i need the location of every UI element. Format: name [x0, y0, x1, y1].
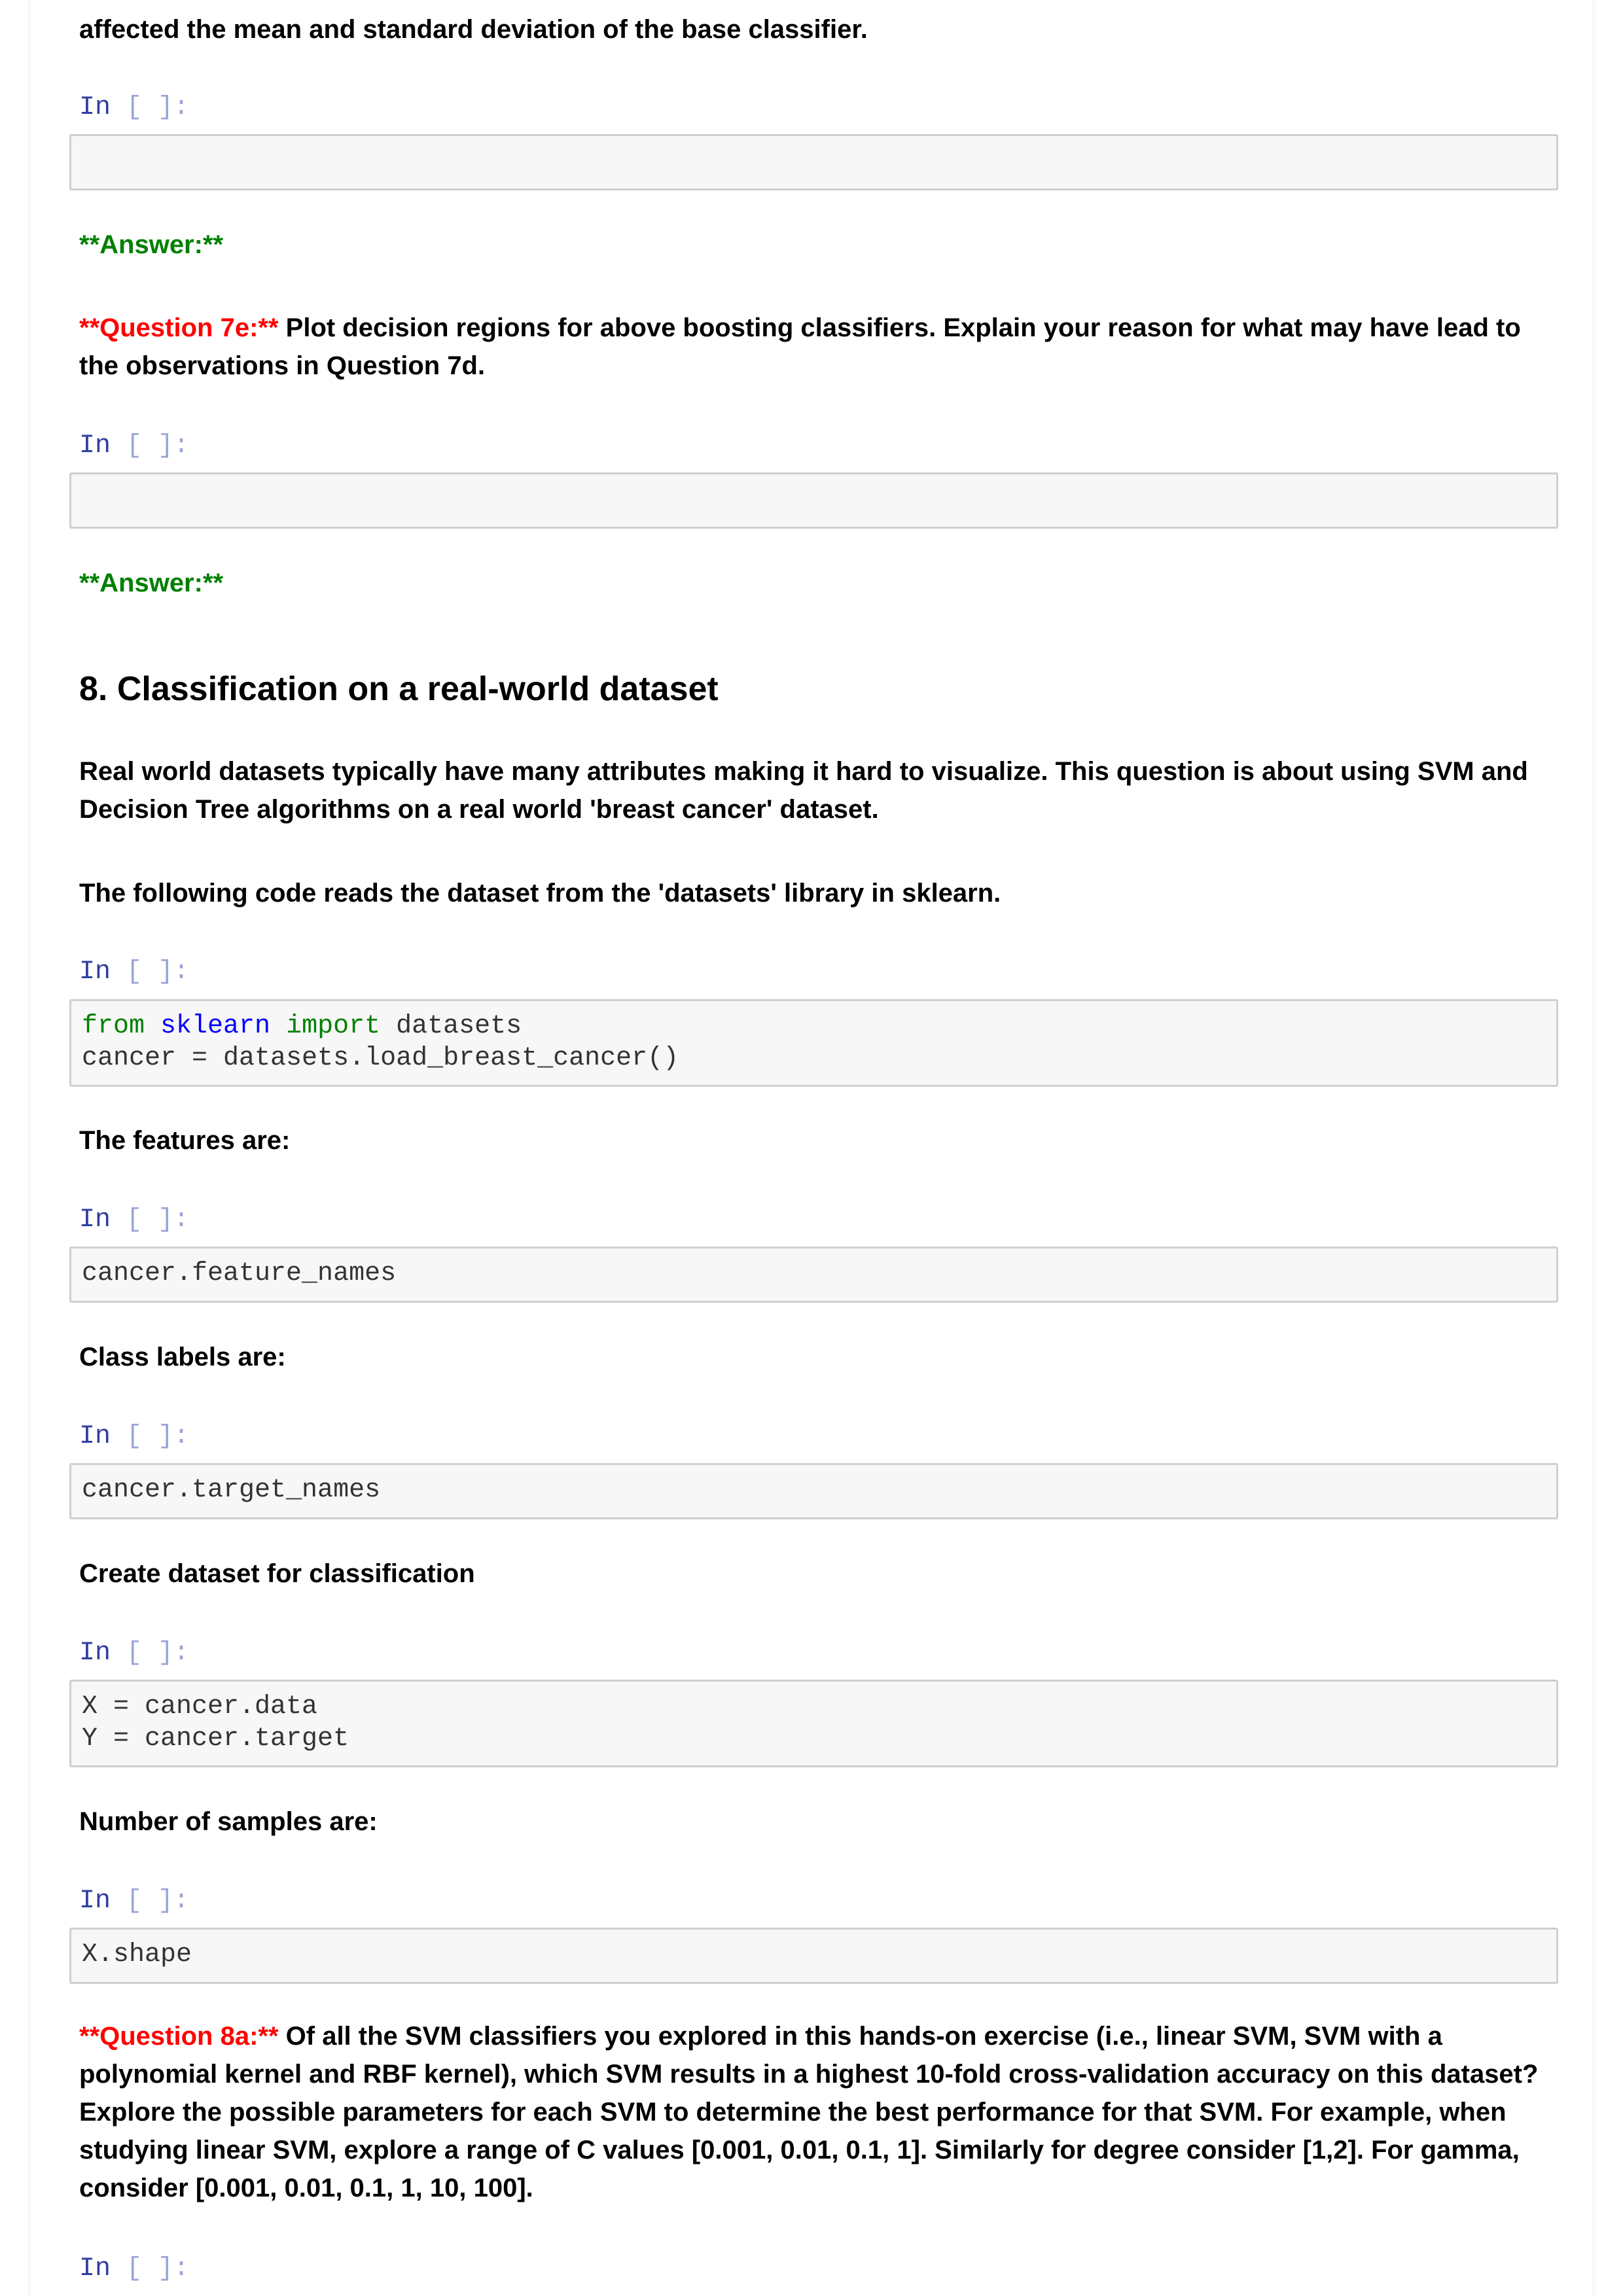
input-prompt: In [ ]:: [79, 431, 190, 461]
markdown-text: Create dataset for classification: [79, 1559, 475, 1588]
code-cell-features[interactable]: cancer.feature_names: [69, 1246, 1558, 1303]
markdown-text: Number of samples are:: [79, 1807, 378, 1836]
markdown-text: Real world datasets typically have many attributes making it hard to visualize. This question is about using SVM and Decision Tree algorithms on a real world 'breast cancer' dataset.: [79, 757, 1528, 824]
answer-label: **Answer:**: [79, 569, 224, 597]
code-cell-empty[interactable]: [69, 472, 1558, 529]
input-prompt: In [ ]:: [79, 93, 190, 122]
code-cell-empty[interactable]: [69, 134, 1558, 190]
markdown-text: The features are:: [79, 1126, 291, 1155]
input-prompt: In [ ]:: [79, 1638, 190, 1668]
code-cell-import[interactable]: from sklearn import datasets cancer = datasets.load_breast_cancer(): [69, 999, 1558, 1087]
input-prompt: In [ ]:: [79, 2254, 190, 2284]
markdown-text: The following code reads the dataset from the 'datasets' library in sklearn.: [79, 879, 1001, 908]
question-7e: **Question 7e:** Plot decision regions for above boosting classifiers. Explain your reason for what may have lead to the observations in Question 7d.: [79, 313, 1521, 380]
input-prompt: In [ ]:: [79, 1422, 190, 1451]
question-8a: **Question 8a:** Of all the SVM classifiers you explored in this hands-on exercise (i.e., linear SVM, SVM with a polynomial kernel and RBF kernel), which SVM results in a highest 10-fold cross-validation accuracy on this dataset? Explore the possible parameters for each SVM to determine the best performance for that SVM. For example, when studying linear SVM, explore a range of C values [0.001, 0.01, 0.1, 1]. Similarly for degree consider [1,2]. For gamma, consider [0.001, 0.01, 0.1, 1, 10, 100].: [79, 2022, 1539, 2202]
markdown-text: affected the mean and standard deviation of the base classifier.: [79, 15, 868, 44]
input-prompt: In [ ]:: [79, 1205, 190, 1235]
question-tag: **Question 8a:**: [79, 2022, 279, 2051]
question-tag: **Question 7e:**: [79, 313, 279, 342]
input-prompt: In [ ]:: [79, 957, 190, 987]
code-cell-shape[interactable]: X.shape: [69, 1928, 1558, 1984]
code-cell-create[interactable]: X = cancer.data Y = cancer.target: [69, 1680, 1558, 1767]
input-prompt: In [ ]:: [79, 1886, 190, 1916]
markdown-text: Class labels are:: [79, 1343, 286, 1371]
answer-label: **Answer:**: [79, 230, 224, 259]
code-cell-labels[interactable]: cancer.target_names: [69, 1463, 1558, 1519]
section-heading: 8. Classification on a real-world dataset: [79, 670, 719, 708]
